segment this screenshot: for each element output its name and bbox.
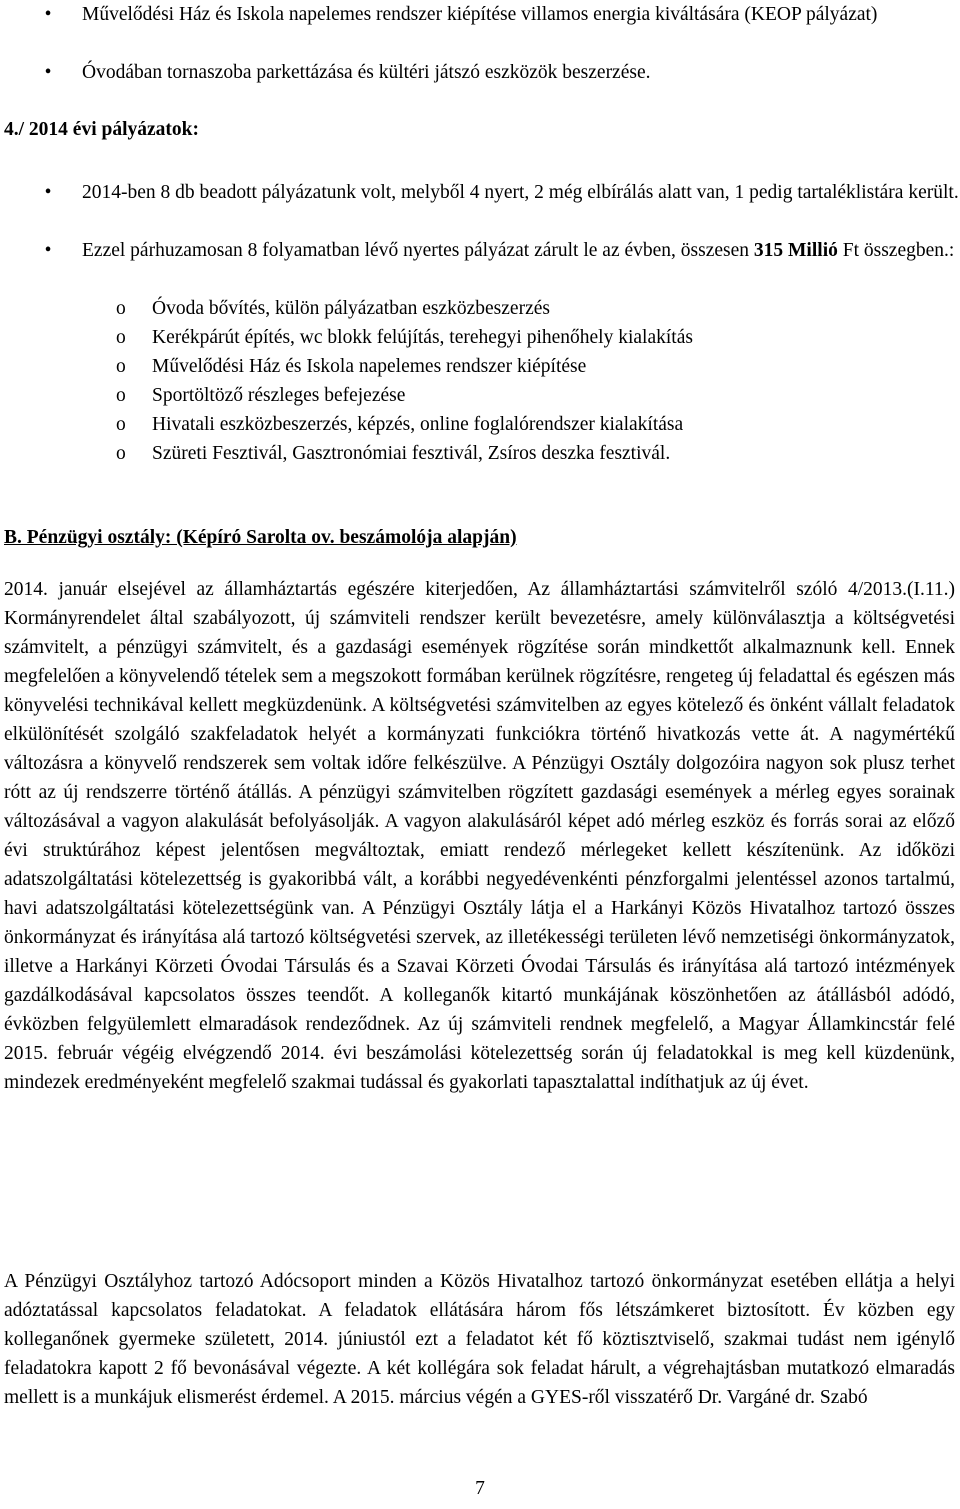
list-item-text: 2014-ben 8 db beadott pályázatunk volt, melyből 4 nyert, 2 még elbírálás alatt van, 1 pedig tartaléklistára került. <box>82 182 959 203</box>
sublist-item-text: Kerékpárút építés, wc blokk felújítás, terehegyi pihenőhely kialakítás <box>152 327 693 348</box>
sublist-item <box>116 439 952 468</box>
list-item-text: Óvodában tornaszoba parkettázása és kültéri játszó eszközök beszerzése. <box>82 62 651 83</box>
list-item <box>44 58 960 87</box>
sublist-item-text: Szüreti Fesztivál, Gasztronómiai fesztivál, Zsíros deszka fesztivál. <box>152 443 671 464</box>
bullet-icon: • <box>44 4 52 25</box>
list-item <box>44 236 960 265</box>
sublist-item <box>116 323 952 352</box>
sublist-item <box>116 352 952 381</box>
circle-bullet-icon: o <box>116 443 126 464</box>
list-item-text: Ezzel párhuzamosan 8 folyamatban lévő nyertes pályázat zárult le az évben, összesen <box>82 240 754 261</box>
list-item <box>44 178 960 207</box>
list-item <box>44 0 960 29</box>
sublist-item-text: Hivatali eszközbeszerzés, képzés, online foglalórendszer kialakítása <box>152 414 684 435</box>
section-heading: 4./ 2014 évi pályázatok: <box>4 119 199 140</box>
paragraph: A Pénzügyi Osztályhoz tartozó Adócsoport minden a Közös Hivatalhoz tartozó önkormányzat esetében ellátja a helyi adóztatással kapcsolatos feladatokat. A feladatok ellátására három fős létszámkeret biztosított. Év közben egy kolleganőnek gyermeke született, 2014. júniustól ezt a feladatot két fő köztisztviselő, szakmai tudást nem igénylő feladatokra kapott 2 fő bevonásával végezte. A két kollégára sok feladat hárult, a végrehajtásban mutatkozó elmaradás mellett is a munkájuk elismerést érdemel. A 2015. március végén a GYES-ről visszatérő Dr. Vargáné dr. Szabó <box>4 1271 955 1408</box>
page-number: 7 <box>475 1478 485 1499</box>
amount-bold: 315 Millió <box>753 240 838 261</box>
bullet-icon: • <box>44 62 52 83</box>
paragraph: 2014. január elsejével az államháztartás egészére kiterjedően, Az államháztartási számvitelről szóló 4/2013.(I.11.) Kormányrendelet által szabályozott, új számviteli rendszer került bevezetésre, amely különválasztja a költségvetési számvitelt, a pénzügyi számvitelt, és a gazdasági események rögzítése során mindkettőt alkalmaznunk kell. Ennek megfelelően a könyvelendő tételek sem a megszokott formában kerülnek rögzítésre, rengeteg új feladattal és egészen más könyvelési technikával kellett megküzdenünk. A költségvetési számvitelben az egyes kötelező és önként vállalt feladatok elkülönítését szolgáló szakfeladatok helyét a kormányzati funkciókra történő hivatkozás vette át. A nagymértékű változásra a könyvelő rendszerek sem voltak időre felkészülve. A Pénzügyi Osztály dolgozóira nagyon sok plusz terhet rótt az új rendszerre történő átállás. A pénzügyi számvitelben rögzített gazdasági események a mérleg egyes sorainak változásával a vagyon alakulását befolyásolják. A vagyon alakulásáról képet adó mérleg eszköz és forrás sorai az előző évi struktúrához képest jelentősen megváltoztak, emiatt rendező mérlegeket kellett készítenünk. Az időközi adatszolgáltatási kötelezettség is gyakoribbá vált, a korábbi negyedévenkénti pénzforgalmi jelentéssel azonos tartalmú, havi adatszolgáltatási kötelezettségünk van. A Pénzügyi Osztály látja el a Harkányi Közös Hivatalhoz tartozó összes önkormányzat és irányítása alá tartozó költségvetési szervek, az illetékességi területen lévő nemzetiségi önkormányzatok, illetve a Harkányi Körzeti Óvodai Társulás és a Szavai Körzeti Óvodai Társulás és irányítása alá tartozó intézmények gazdálkodásával kapcsolatos összes teendőt. A kolleganők kitartó munkájának köszönhetően az átállásból adódó, évközben felgyülemlett elmaradások rendeződnek. Az új számviteli rendnek megfelelő, a Magyar Államkincstár felé 2015. február végéig elvégzendő 2014. évi beszámolási kötelezettség során új feladatokkal is meg kell küzdenünk, mindezek eredményeként megfelelő szakmai tudással és gyakorlati tapasztalattal indíthatjuk az új évet. <box>4 579 955 1093</box>
sublist-item <box>116 294 952 323</box>
list-item-text: Művelődési Ház és Iskola napelemes rendszer kiépítése villamos energia kiváltására (KEOP pályázat) <box>82 4 878 25</box>
bullet-icon: • <box>44 240 52 261</box>
circle-bullet-icon: o <box>116 385 126 406</box>
list-item-text-end: Ft összegben.: <box>837 240 955 261</box>
sublist-item <box>116 381 952 410</box>
section-title: B. Pénzügyi osztály: (Képíró Sarolta ov. beszámolója alapján) <box>4 527 517 548</box>
sublist-item <box>116 410 952 439</box>
circle-bullet-icon: o <box>116 298 126 319</box>
circle-bullet-icon: o <box>116 414 126 435</box>
sublist-item-text: Óvoda bővítés, külön pályázatban eszközbeszerzés <box>152 298 550 319</box>
bullet-icon: • <box>44 182 52 203</box>
sublist-item-text: Sportöltöző részleges befejezése <box>152 385 406 406</box>
sublist-item-text: Művelődési Ház és Iskola napelemes rendszer kiépítése <box>152 356 587 377</box>
circle-bullet-icon: o <box>116 327 126 348</box>
circle-bullet-icon: o <box>116 356 126 377</box>
